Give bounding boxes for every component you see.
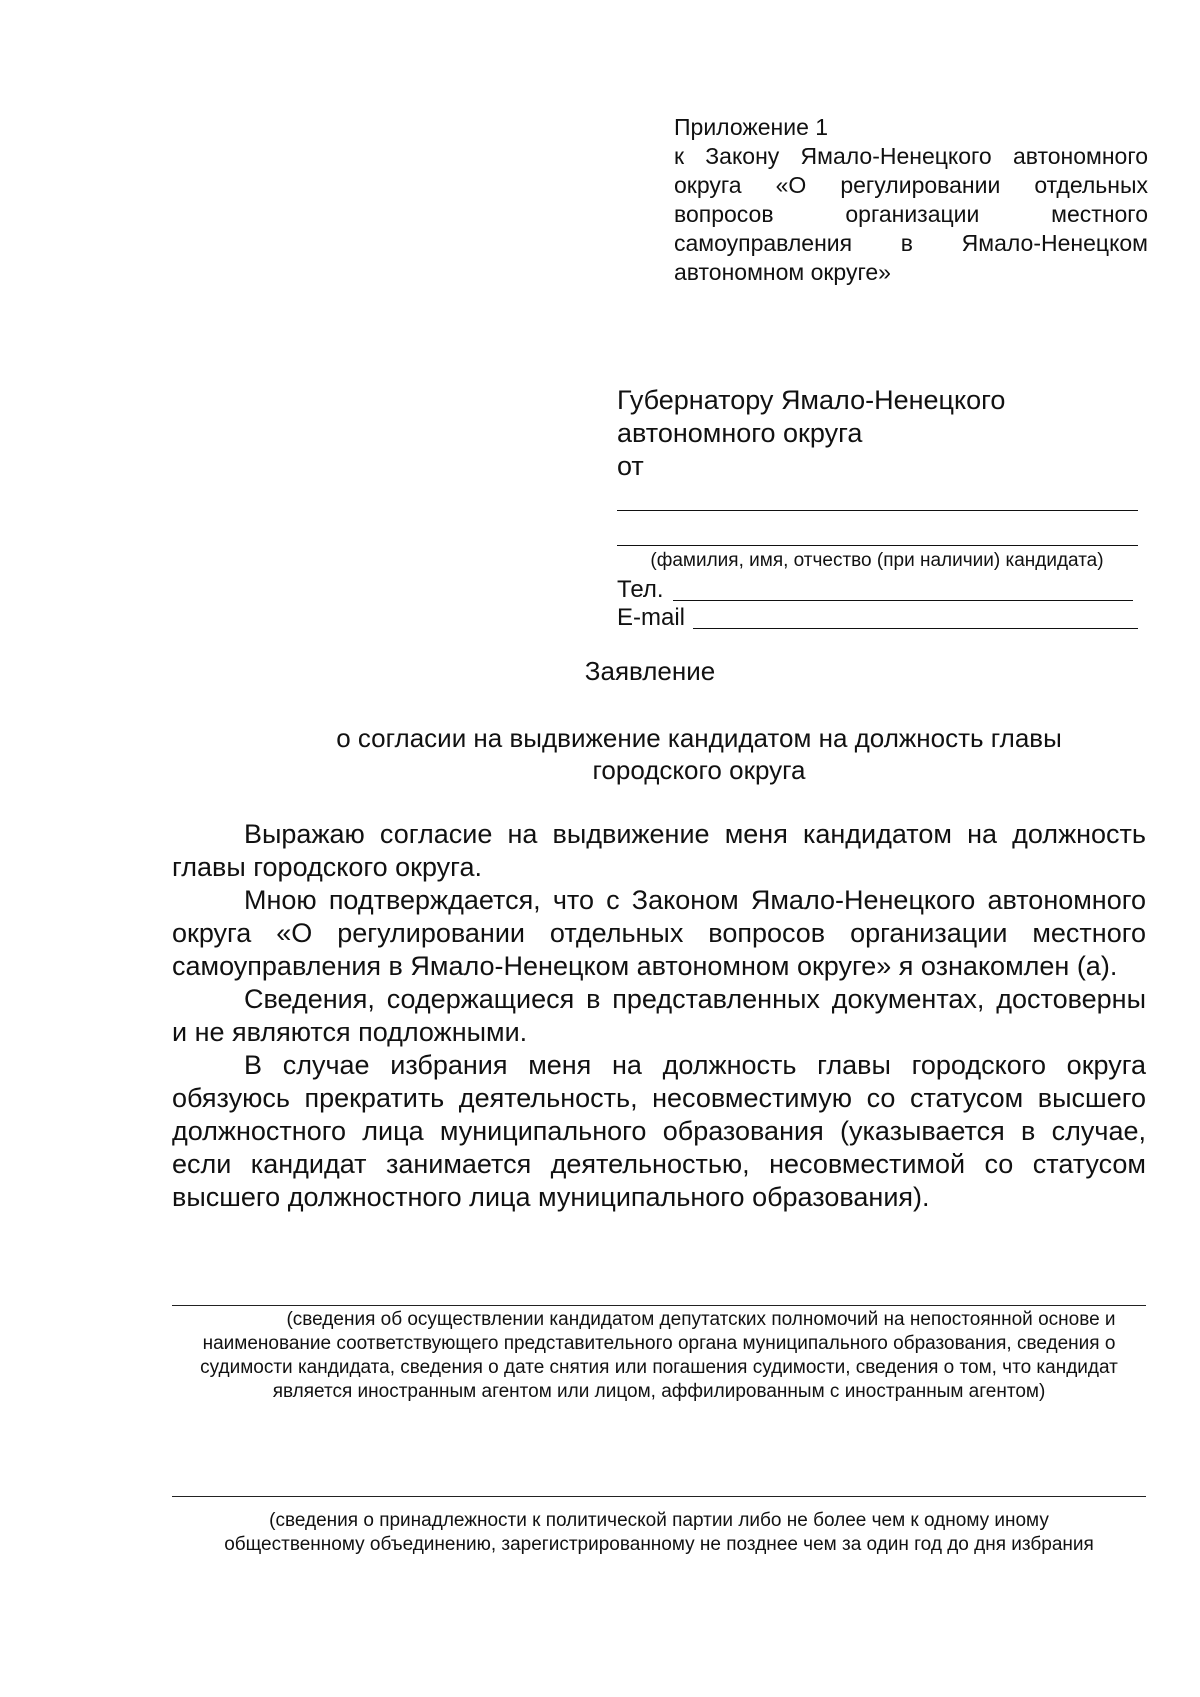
email-blank[interactable] [693,628,1138,629]
addressee-line-2: автономного округа [617,418,863,448]
deputy-info-caption: (сведения об осуществлении кандидатом депутатских полномочий на непостоянной основе и наименование соответствующего представительного органа муниципального образования, сведения о судимости кандидата, сведения о дате снятия или погашения судимости, сведения о том, что кандидат является иностранным агентом или лицом, аффилированным с иностранным агентом) [200,1309,1118,1402]
applicant-name-blank-2[interactable] [617,545,1138,546]
addressee-line-1: Губернатору Ямало-Ненецкого [617,385,1006,415]
document-subtitle: о согласии на выдвижение кандидатом на должность главы городского округа [336,723,1062,785]
addressee-block [617,384,1137,483]
paragraph-documents-authentic: Сведения, содержащиеся в представленных документах, достоверны и не являются подложными. [172,984,1146,1047]
party-info-caption-line-2: общественному объединению, зарегистрированному не позднее чем за один год до дня избрания [224,1534,1094,1555]
phone-label: Тел. [617,576,664,603]
email-label: E-mail [617,604,686,631]
deputy-info-blank[interactable] [172,1305,1146,1306]
phone-blank[interactable] [673,600,1133,601]
statement-body [172,818,1146,1214]
applicant-name-blank-1[interactable] [617,510,1138,511]
party-info-caption [172,1509,1146,1557]
document-title: Заявление [584,656,716,686]
appendix-block [674,113,1148,287]
party-info-blank[interactable] [172,1496,1146,1497]
paragraph-law-acknowledgement: Мною подтверждается, что с Законом Ямало-Ненецкого автономного округа «О регулировании отдельных вопросов организации местного самоуправления в Ямало-Ненецком автономном округе» я ознакомлен (а). [172,885,1146,981]
appendix-law-reference: к Закону Ямало-Ненецкого автономного округа «О регулировании отдельных вопросов организации местного самоуправления в Ямало-Ненецком автономном округе» [674,143,1148,285]
party-info-caption-line-1: (сведения о принадлежности к политической партии либо не более чем к одному иному [269,1510,1049,1531]
addressee-from: от [617,451,644,481]
appendix-number: Приложение 1 [674,114,829,140]
paragraph-consent: Выражаю согласие на выдвижение меня кандидатом на должность главы городского округа. [172,819,1146,882]
paragraph-incompatible-activity: В случае избрания меня на должность главы городского округа обязуюсь прекратить деятельность, несовместимую со статусом высшего должностного лица муниципального образования (указывается в случае, если кандидат занимается деятельностью, несовместимой со статусом высшего должностного лица муниципального образования). [172,1050,1146,1212]
applicant-name-caption: (фамилия, имя, отчество (при наличии) кандидата) [650,550,1104,571]
